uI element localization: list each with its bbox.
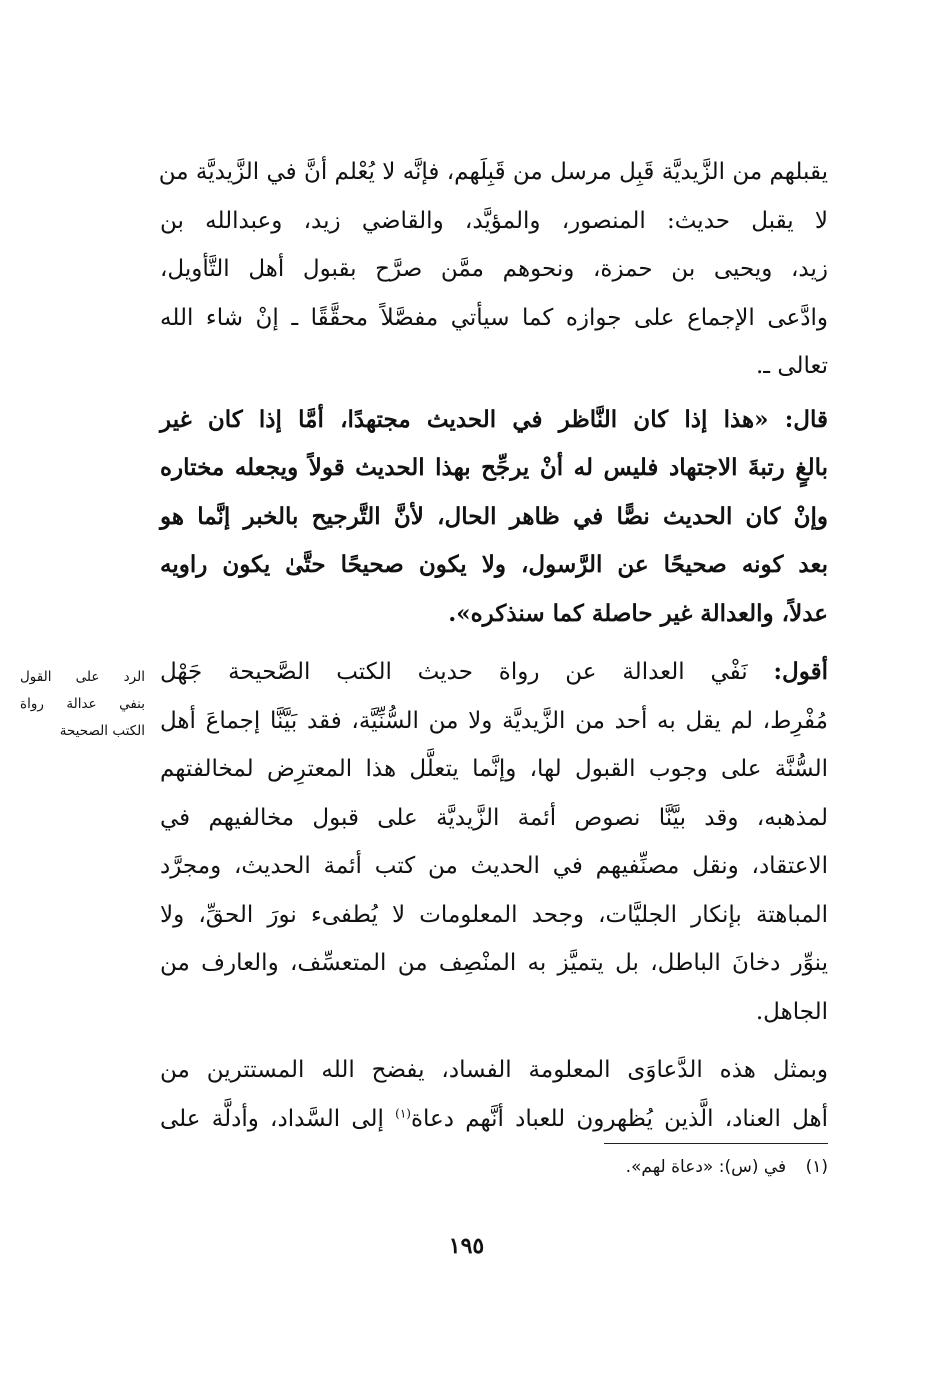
text-line: السُّنَّة على وجوب القبول لها، وإنَّما يتعلَّل هذا المعترِض لمخالفتهم	[160, 756, 828, 782]
margin-note-line: الرد على القول	[20, 669, 145, 685]
paragraph-3-reply	[160, 648, 828, 1036]
text-line	[160, 396, 828, 445]
text-line: الاعتقاد، ونقل مصنِّفيهم في الحديث من كتب أئمة الحديث، ومجرَّد	[160, 853, 828, 879]
text-line: ينوِّر دخانَ الباطل، بل يتميَّز به المنْصِف من المتعسِّف، والعارف من	[160, 950, 828, 976]
text-line: لا يقبل حديث: المنصور، والمؤيَّد، والقاضي زيد، وعبدالله بن	[160, 207, 828, 234]
text-line: عدلاً، والعدالة غير حاصلة كما سنذكره».	[448, 599, 828, 627]
footnote-text: في (س): «دعاة لهم».	[625, 1157, 787, 1177]
footnote-number: (١)	[805, 1157, 828, 1177]
text-line	[160, 648, 828, 697]
text-line: يقبلهم من الزَّيديَّة قَبِل مرسل من قَبِلَهم، فإنَّه لا يُعْلم أنَّ في الزَّيديَّة من	[158, 159, 828, 185]
paragraph-4	[160, 1046, 828, 1143]
text-line: وإنْ كان الحديث نصًّا في ظاهر الحال، لأنَّ التَّرجيح بالخبر إنَّما هو	[160, 502, 828, 530]
text-line: بعد كونه صحيحًا عن الرَّسول، ولا يكون صحيحًا حتَّىٰ يكون راويه	[160, 551, 828, 578]
text-segment: أهل العناد، الَّذين يُظهرون للعباد أنَّهم دعاة	[410, 1105, 829, 1132]
text-line: بالغٍ رتبةَ الاجتهاد فليس له أنْ يرجِّح بهذا الحديث قولاً ويجعله مختاره	[160, 454, 828, 481]
margin-note-line: الكتب الصحيحة	[59, 723, 145, 739]
footnote-divider	[604, 1143, 828, 1144]
quote-lead: قال:	[784, 405, 828, 433]
reply-lead: أقول:	[773, 658, 829, 685]
text-line: مُفْرِط، لم يقل به أحد من الزَّيديَّة ولا من السُّنِّيَّة، فقد بَيَّنَّا إجماعَ أهل	[160, 707, 828, 734]
paragraph-2-quote	[160, 396, 828, 639]
main-text-block	[160, 148, 828, 1143]
text-line: زيد، ويحيى بن حمزة، ونحوهم ممَّن صرَّح بقبول أهل التَّأويل،	[160, 256, 828, 282]
text-line: المباهتة بإنكار الجليَّات، وجحد المعلومات لا يُطفىء نورَ الحقِّ، ولا	[160, 901, 828, 928]
text-segment: إلى السَّداد، وأدلَّة على	[160, 1105, 384, 1132]
margin-note	[20, 664, 145, 745]
text-line	[160, 1095, 828, 1144]
text-line: وادَّعى الإجماع على جوازه كما سيأتي مفصَّلاً محقَّقًا ـ إنْ شاء الله	[160, 304, 828, 331]
text-segment: «هذا إذا كان النَّاظر في الحديث مجتهدًا، أمَّا إذا كان غير	[160, 405, 769, 433]
text-segment: نَفْي العدالة عن رواة حديث الكتب الصَّحيحة جَهْل	[160, 659, 748, 685]
paragraph-1	[160, 148, 828, 391]
text-line: لمذهبه، وقد بيَّنَّا نصوص أئمة الزَّيديَّة على قبول مخالفيهم في	[160, 804, 828, 831]
page-number: ١٩٥	[448, 1233, 485, 1259]
margin-note-line: بنفي عدالة رواة	[20, 696, 145, 712]
text-line: تعالى ـ.	[755, 353, 828, 379]
text-line: الجاهل.	[755, 998, 828, 1025]
text-line: وبمثل هذه الدَّعاوَى المعلومة الفساد، يفضح الله المستترين من	[160, 1057, 828, 1083]
footnote-reference[interactable]: (١)	[395, 1105, 411, 1120]
footnote	[160, 1152, 828, 1182]
